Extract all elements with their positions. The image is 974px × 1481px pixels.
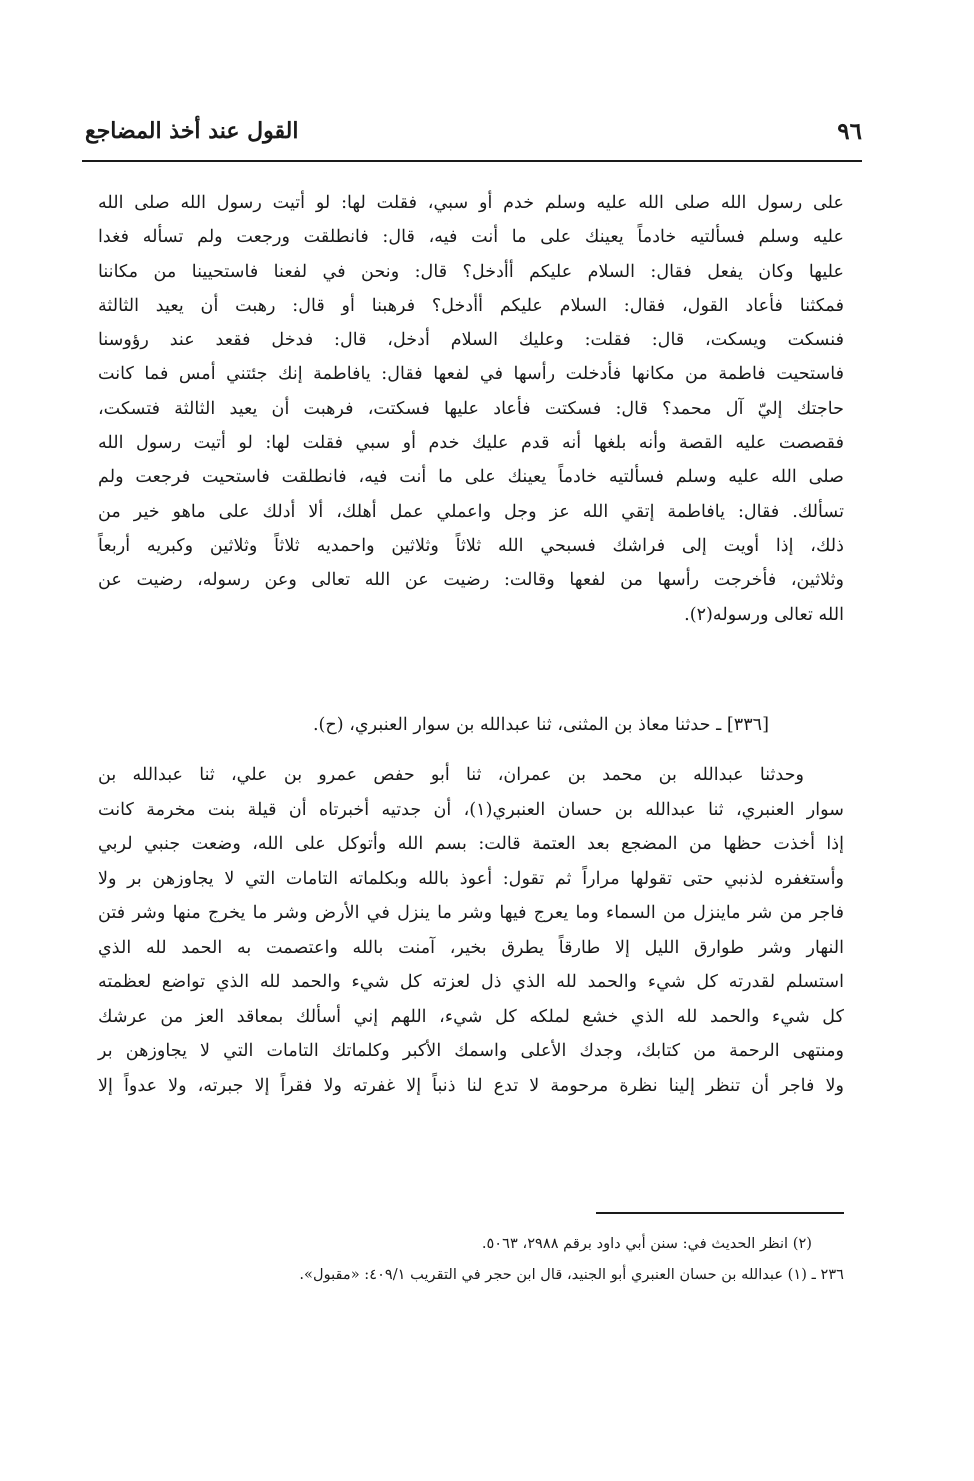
text-line: ومنتهى الرحمة من كتابك، وجدك الأعلى واسمك الأكبر وكلماتك التامات التي لا يجاوزهن بر [98,1041,844,1061]
text-line: فمكثنا فأعاد القول، فقال: السلام عليكم أأدخل؟ فرهبنا أو قال: رهبت أن يعيد الثالثة [98,295,844,316]
running-title: القول عند أخذ المضاجع [85,118,299,144]
text-line: النهار وشر طوارق الليل إلا طارقاً يطرق بخير، آمنت بالله واعتصمت به الحمد لله الذي [98,937,844,958]
footnote-rule [596,1212,844,1214]
text-line: صلى الله عليه وسلم فسألتيه خادماً يعينك على ما أنت فيه، فانطلقت فاستحيت فرجعت ولم [98,467,844,488]
text-line: كل شيء والحمد لله الذي خشع لملكه كل شيء، اللهم إني أسألك بمعاقد العز من عرشك [98,1006,844,1027]
text-line: فنسكت ويسكت، قال: فقلت: وعليك السلام أدخل، قال: فدخل فقعد عند رؤوسنا [98,330,844,351]
text-line: الله تعالى ورسوله(٢). [684,604,844,625]
text-line: تسألك. فقال: يافاطمة إتقي الله عز وجل واعملي عمل أهلك، ألا أدلك على ماهو خير من [98,501,844,522]
running-head [85,118,862,158]
text-line: فاجر من شر ماينزل من السماء وما يعرج فيها وشر ما ينزل في الأرض وشر ما يخرج منها وشر فتن [98,903,844,923]
text-line: ولا فاجر أن تنظر إلينا نظرة مرحومة لا تدع لنا ذنباً إلا غفرته ولا فقراً إلا جبرته، ولا عدواً إلا [98,1075,844,1096]
text-line: حاجتك إليّ آل محمد؟ قال: فسكتت فأعاد عليها فسكتت، فرهبت أن يعيد الثالثة فتسكت، [98,398,844,419]
text-line: فقصصت عليه القصة وأنه بلغها أنه قدم عليك خدم أو سبي فقلت لها: لو أتيت رسول الله [98,433,844,454]
passage-2 [98,758,844,1103]
text-line: إذا أخذت حظها من المضجع بعد العتمة قالت: بسم الله وأتوكل على الله، وضعت جنبي لربي [98,834,844,854]
text-line: فاستحيت فاطمة من مكانها فأدخلت رأسها في لفعها فقال: يافاطمة إنك جئتني أمس فما كانت [98,364,844,385]
text-line: وثلاثين، فأخرجت رأسها من لفعها وقالت: رضيت عن الله تعالى وعن رسوله، رضيت عن [98,570,844,591]
text-line: وحدثنا عبدالله بن محمد بن عمران، ثنا أبو حفص عمرو بن علي، ثنا عبدالله بن [98,765,804,785]
passage-1 [98,186,844,632]
footnote: (٢) انظر الحديث في: سنن أبي داود برقم ٢٩٨٨، ٥٠٦٣. [481,1235,812,1252]
text-line: سوار العنبري، ثنا عبدالله بن حسان العنبري(١)، أن جدتيه أخبرتاه أن قيلة بنت مخرمة كانت [98,799,844,820]
text-line: وأستغفره لذنبي حتى تقولها مراراً ثم تقول: أعوذ بالله وبكلماته التامات التي لا يجاوزهن بر ولا [98,868,844,889]
footnote: ٢٣٦ ـ (١) عبدالله بن حسان العنبري أبو الجنيد، قال ابن حجر في التقريب ٤٠٩/١: «مقبول». [299,1266,844,1283]
text-line: على رسول الله صلى الله عليه وسلم خدم أو سبي، فقلت لها: لو أتيت رسول الله صلى الله [98,193,844,213]
header-rule [82,160,862,162]
footnotes [160,1228,844,1290]
text-line: عليه وسلم فسألتيه خادماً يعينك على ما أنت فيه، قال: فانطلقت ورجعت ولم تسأله فغدا [98,227,844,248]
text-line: عليها وكان يفعل فقال: السلام عليكم أأدخل؟ قال: ونحن في لفعنا فاستحيينا من مكاننا [98,261,844,282]
text-line: ذلك، إذا أويت إلى فراشك فسبحي الله ثلاثاً وثلاثين واحمديه ثلاثاً وثلاثين وكبريه أربعاً [98,535,844,556]
hadith-chain-heading: [٣٣٦] ـ حدثنا معاذ بن المثنى، ثنا عبدالله بن سوار العنبري، (ح). [312,715,769,735]
text-line: استسلم لقدرته كل شيء والحمد لله الذي ذل لعزته كل شيء والحمد لله الذي تواضع لعظمته [98,972,844,992]
page-number: ٩٦ [837,118,862,145]
